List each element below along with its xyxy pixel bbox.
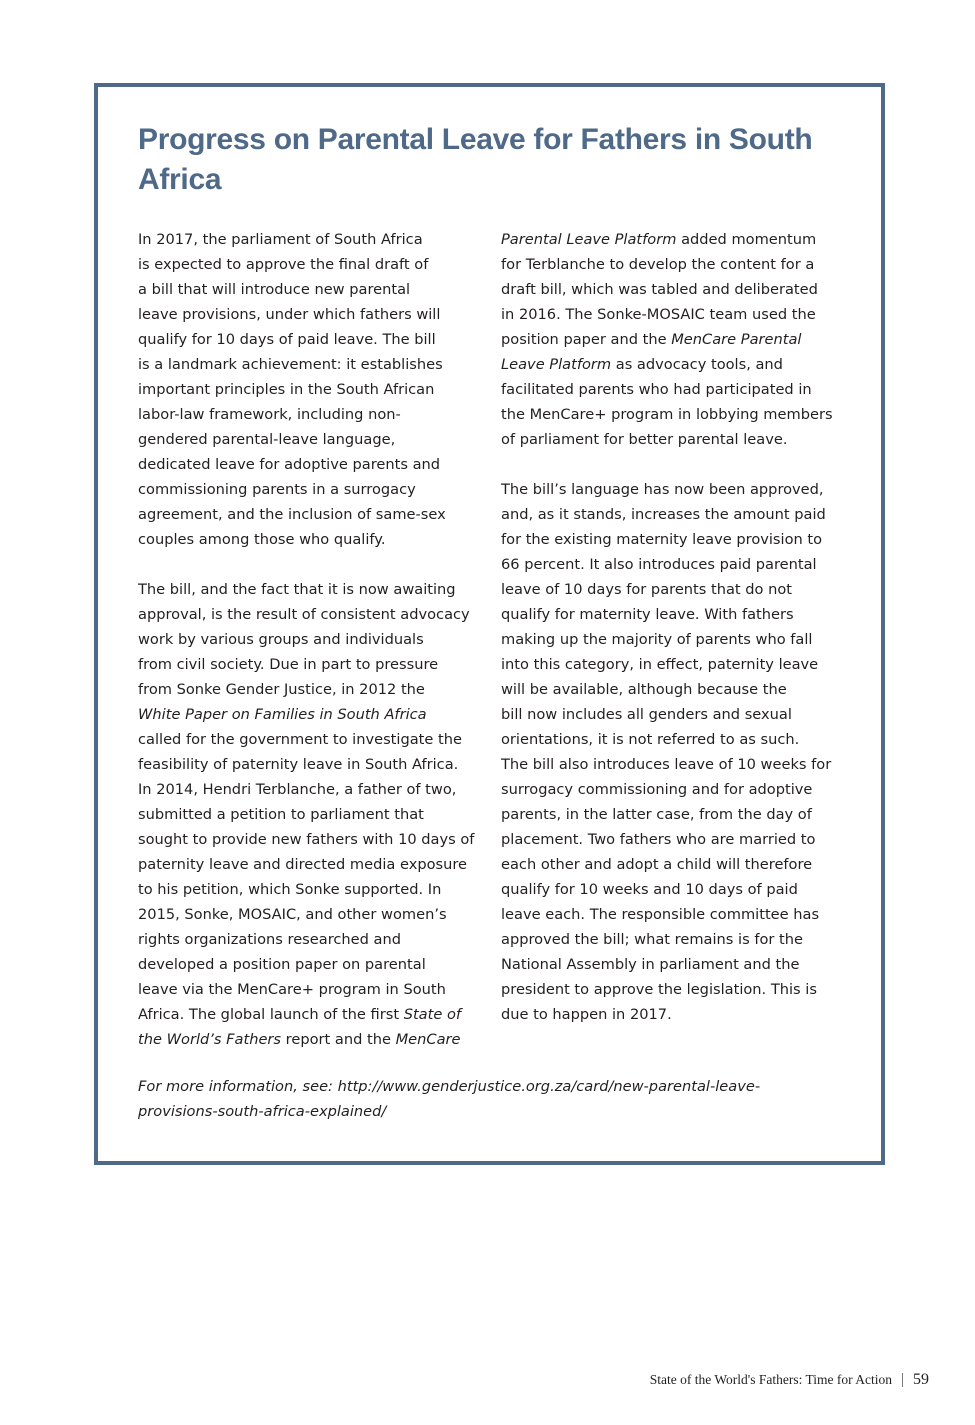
platform-title-italic: MenCare Parental <box>671 331 802 348</box>
text-line: into this category, in effect, paternity leave <box>501 656 819 673</box>
box-title <box>138 120 838 200</box>
text-line: approved the bill; what remains is for the <box>501 931 803 948</box>
page-number: 59 <box>913 1371 929 1388</box>
report-title-italic: State of <box>403 1006 462 1023</box>
text-line: leave each. The responsible committee has <box>501 906 820 923</box>
text-line <box>501 352 841 377</box>
text-line: In 2017, the parliament of South Africa <box>138 231 423 248</box>
footer-divider <box>902 1373 903 1387</box>
text-run: position paper and the <box>501 331 672 348</box>
title-line: Africa <box>138 163 222 196</box>
text-line: The bill, and the fact that it is now awaiting <box>138 581 456 598</box>
text-line: from Sonke Gender Justice, in 2012 the <box>138 681 425 698</box>
platform-title-italic: Leave Platform <box>501 356 612 373</box>
text-line: paternity leave and directed media exposure <box>138 856 468 873</box>
text-line: will be available, although because the <box>501 681 787 698</box>
more-information-note <box>138 1074 838 1124</box>
text-line: parents, in the latter case, from the day of <box>501 806 812 823</box>
text-line: and, as it stands, increases the amount paid <box>501 506 826 523</box>
text-line: qualify for 10 weeks and 10 days of paid <box>501 881 798 898</box>
text-line: agreement, and the inclusion of same-sex <box>138 506 446 523</box>
left-paragraph-2 <box>138 577 483 1052</box>
platform-title-italic: Parental Leave Platform <box>501 231 677 248</box>
text-line: orientations, it is not referred to as such. <box>501 731 800 748</box>
text-line: work by various groups and individuals <box>138 631 424 648</box>
paragraph-gap <box>138 552 483 577</box>
text-line: called for the government to investigate the <box>138 731 462 748</box>
text-line: for the existing maternity leave provision to <box>501 531 823 548</box>
text-run: added momentum <box>676 231 817 248</box>
text-line: 66 percent. It also introduces paid parental <box>501 556 817 573</box>
text-line: couples among those who qualify. <box>138 531 386 548</box>
text-line: leave via the MenCare+ program in South <box>138 981 446 998</box>
text-line: each other and adopt a child will therefore <box>501 856 813 873</box>
text-line: president to approve the legislation. This is <box>501 981 817 998</box>
text-line: gendered parental-leave language, <box>138 431 396 448</box>
text-line: is expected to approve the final draft of <box>138 256 429 273</box>
text-line <box>138 1002 483 1027</box>
text-line: the MenCare+ program in lobbying members <box>501 406 833 423</box>
text-line: qualify for maternity leave. With fathers <box>501 606 794 623</box>
text-line: commissioning parents in a surrogacy <box>138 481 416 498</box>
text-line: leave provisions, under which fathers will <box>138 306 441 323</box>
text-line: of parliament for better parental leave. <box>501 431 788 448</box>
text-run: Africa. The global launch of the first <box>138 1006 404 1023</box>
platform-title-italic: MenCare <box>395 1031 461 1048</box>
text-line: important principles in the South African <box>138 381 435 398</box>
text-line: National Assembly in parliament and the <box>501 956 800 973</box>
footer-report-title: State of the World's Fathers: Time for Action <box>649 1372 892 1387</box>
text-line: 2015, Sonke, MOSAIC, and other women’s <box>138 906 447 923</box>
text-line: feasibility of paternity leave in South Africa. <box>138 756 459 773</box>
page-footer <box>650 1369 929 1391</box>
right-column <box>501 227 841 1027</box>
text-line: approval, is the result of consistent advocacy <box>138 606 470 623</box>
text-line: labor-law framework, including non- <box>138 406 401 423</box>
left-paragraph-1 <box>138 227 483 552</box>
text-line: making up the majority of parents who fall <box>501 631 813 648</box>
text-line <box>501 327 841 352</box>
left-column <box>138 227 483 1052</box>
text-line: for Terblanche to develop the content for a <box>501 256 815 273</box>
white-paper-title: White Paper on Families in South Africa <box>138 706 427 723</box>
text-line: surrogacy commissioning and for adoptive <box>501 781 813 798</box>
text-line: submitted a petition to parliament that <box>138 806 424 823</box>
text-line: from civil society. Due in part to pressure <box>138 656 439 673</box>
text-line: The bill’s language has now been approved, <box>501 481 824 498</box>
more-info-line[interactable]: provisions-south-africa-explained/ <box>138 1103 387 1120</box>
text-line: dedicated leave for adoptive parents and <box>138 456 441 473</box>
text-line: in 2016. The Sonke-MOSAIC team used the <box>501 306 816 323</box>
right-paragraph-2 <box>501 477 841 1027</box>
text-run: as advocacy tools, and <box>611 356 783 373</box>
text-line <box>138 1027 483 1052</box>
text-line: due to happen in 2017. <box>501 1006 672 1023</box>
paragraph-gap <box>501 452 841 477</box>
text-line: a bill that will introduce new parental <box>138 281 411 298</box>
text-line: draft bill, which was tabled and deliberated <box>501 281 818 298</box>
text-line: The bill also introduces leave of 10 weeks for <box>501 756 832 773</box>
text-line: leave of 10 days for parents that do not <box>501 581 793 598</box>
text-line: sought to provide new fathers with 10 days of <box>138 831 475 848</box>
report-title-italic: the World’s Fathers <box>138 1031 282 1048</box>
text-line: placement. Two fathers who are married to <box>501 831 816 848</box>
text-line: developed a position paper on parental <box>138 956 426 973</box>
text-line: bill now includes all genders and sexual <box>501 706 792 723</box>
text-line: qualify for 10 days of paid leave. The bill <box>138 331 436 348</box>
text-line <box>501 227 841 252</box>
text-line: In 2014, Hendri Terblanche, a father of two, <box>138 781 457 798</box>
title-line: Progress on Parental Leave for Fathers in South <box>138 123 813 156</box>
right-paragraph-1 <box>501 227 841 452</box>
text-line: is a landmark achievement: it establishes <box>138 356 443 373</box>
more-info-line[interactable]: For more information, see: http://www.genderjustice.org.za/card/new-parental-leave- <box>138 1078 761 1095</box>
text-line: to his petition, which Sonke supported. In <box>138 881 442 898</box>
text-line: facilitated parents who had participated in <box>501 381 812 398</box>
text-line: rights organizations researched and <box>138 931 401 948</box>
text-run: report and the <box>281 1031 396 1048</box>
